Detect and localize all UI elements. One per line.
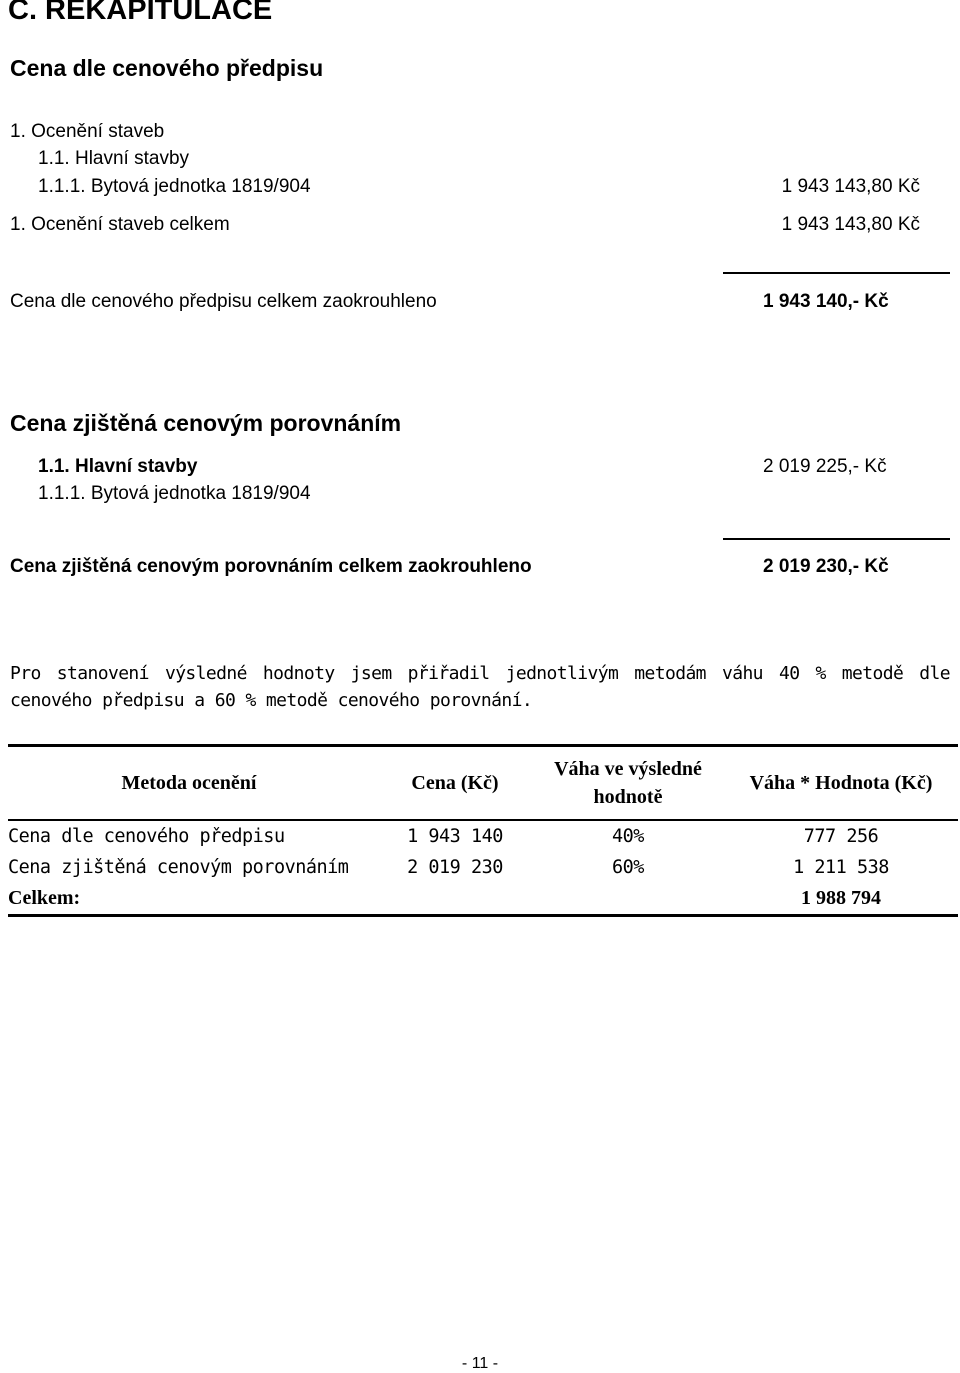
table-row	[8, 820, 958, 852]
cell-weight: 60%	[612, 857, 644, 878]
divider-line	[723, 272, 950, 274]
item-1-1-label: 1.1. Hlavní stavby	[38, 148, 190, 169]
cell-weighted: 1 211 538	[793, 857, 889, 878]
comparison-rounded-value: 2 019 230,- Kč	[763, 556, 889, 577]
comparison-item-1-1-label: 1.1. Hlavní stavby	[38, 456, 198, 477]
item-1-label: 1. Ocenění staveb	[10, 121, 165, 142]
cell-weight: 40%	[612, 826, 644, 847]
cell-price: 1 943 140	[407, 826, 503, 847]
header-weighted: Váha * Hodnota (Kč)	[749, 772, 933, 794]
table-row	[8, 852, 958, 883]
comparison-rounded-label: Cena zjištěná cenovým porovnáním celkem zaokrouhleno	[10, 556, 532, 577]
item-1-1-1-label: 1.1.1. Bytová jednotka 1819/904	[38, 176, 311, 197]
price-regulation-heading: Cena dle cenového předpisu	[10, 55, 324, 81]
price-rounded-value: 1 943 140,- Kč	[763, 291, 889, 312]
cell-price: 2 019 230	[407, 857, 503, 878]
header-weight: Váha ve výsledné hodnotě	[554, 758, 702, 808]
table-total-row	[8, 883, 958, 916]
cell-method: Cena zjištěná cenovým porovnáním	[8, 857, 349, 878]
recapitulation-table	[8, 744, 958, 917]
header-method: Metoda ocenění	[121, 772, 257, 794]
section-title: C. REKAPITULACE	[8, 0, 273, 26]
total-label: Celkem:	[8, 887, 81, 909]
item-1-1-1-value: 1 943 143,80 Kč	[781, 176, 920, 197]
divider-line	[723, 538, 950, 540]
comparison-item-1-1-value: 2 019 225,- Kč	[763, 456, 887, 477]
comparison-heading: Cena zjištěná cenovým porovnáním	[10, 410, 402, 436]
comparison-item-1-1-1-label: 1.1.1. Bytová jednotka 1819/904	[38, 483, 311, 504]
explanation-paragraph: Pro stanovení výsledné hodnoty jsem přiřadil jednotlivým metodám váhu 40 % metodě dle cenového předpisu a 60 % metodě cenového porovnání.	[10, 663, 950, 711]
price-rounded-label: Cena dle cenového předpisu celkem zaokrouhleno	[10, 291, 437, 312]
page-number: - 11 -	[461, 1355, 499, 1372]
table-header-row	[8, 746, 958, 821]
price-total-value: 1 943 143,80 Kč	[781, 214, 920, 235]
total-value: 1 988 794	[801, 887, 881, 909]
cell-method: Cena dle cenového předpisu	[8, 826, 285, 847]
price-total-label: 1. Ocenění staveb celkem	[10, 214, 230, 235]
cell-weighted: 777 256	[803, 826, 879, 847]
header-price: Cena (Kč)	[411, 772, 499, 794]
